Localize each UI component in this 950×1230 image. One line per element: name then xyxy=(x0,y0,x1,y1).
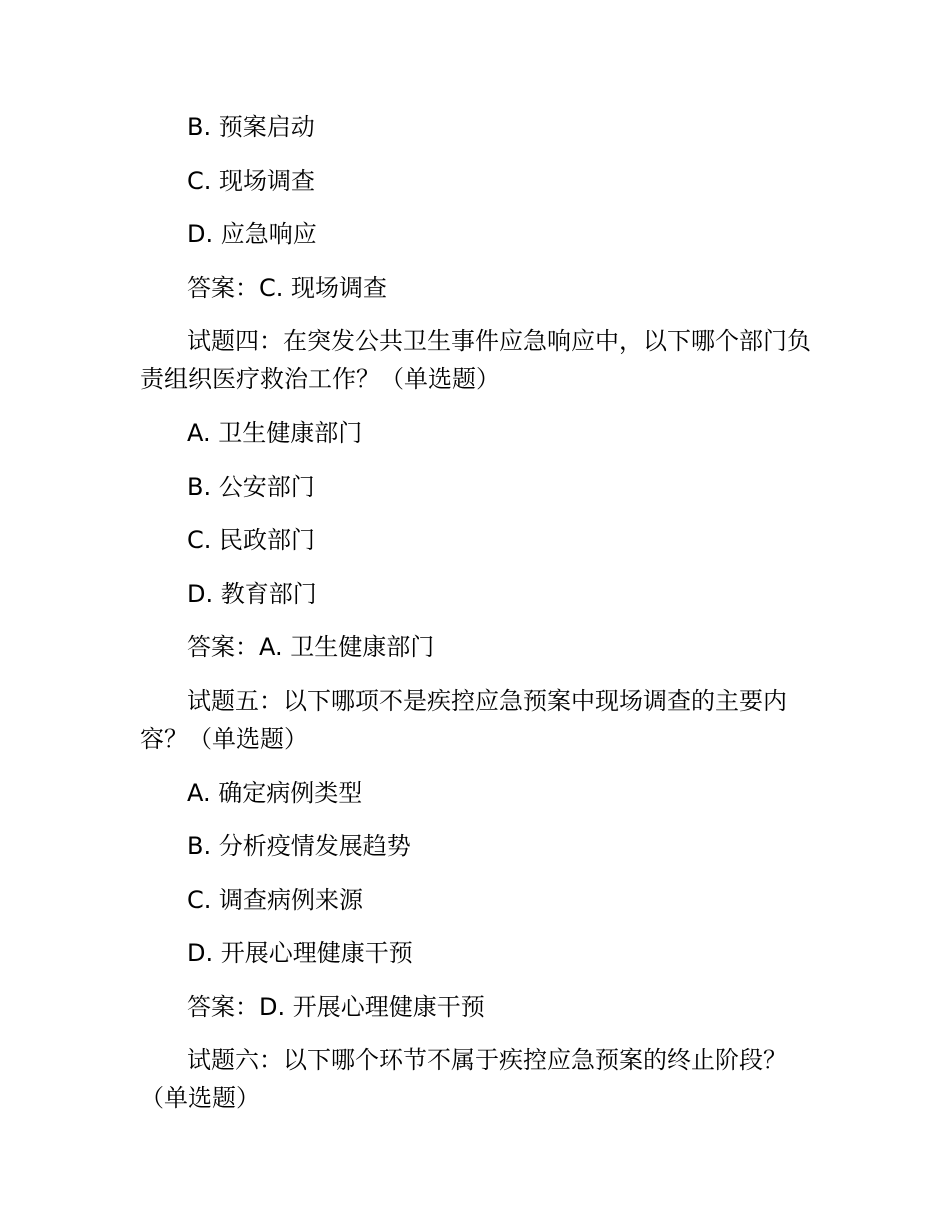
question-text: 试题五：以下哪项不是疾控应急预案中现场调查的主要内容？（单选题） xyxy=(140,686,787,753)
option-text: D. 应急响应 xyxy=(187,220,317,248)
option-text: B. 分析疫情发展趋势 xyxy=(187,832,411,860)
option-text: C. 民政部门 xyxy=(187,526,316,554)
option-text: D. 教育部门 xyxy=(187,579,317,608)
option-text: D. 开展心理健康干预 xyxy=(187,939,413,967)
answer-text: 答案：D. 开展心理健康干预 xyxy=(187,992,485,1021)
option-text: B. 预案启动 xyxy=(187,113,315,141)
option-text: A. 卫生健康部门 xyxy=(187,419,363,447)
option-text: C. 调查病例来源 xyxy=(187,885,364,914)
option-text: C. 现场调查 xyxy=(187,166,316,195)
document-page xyxy=(140,108,812,1133)
question-text: 试题六：以下哪个环节不属于疾控应急预案的终止阶段？（单选题） xyxy=(140,1046,787,1112)
option-text: B. 公安部门 xyxy=(187,472,315,501)
answer-text: 答案：A. 卫生健康部门 xyxy=(187,633,435,661)
answer-text: 答案：C. 现场调查 xyxy=(187,273,388,302)
option-text: A. 确定病例类型 xyxy=(187,778,363,807)
question-text: 试题四：在突发公共卫生事件应急响应中，以下哪个部门负责组织医疗救治工作？（单选题） xyxy=(140,327,811,393)
